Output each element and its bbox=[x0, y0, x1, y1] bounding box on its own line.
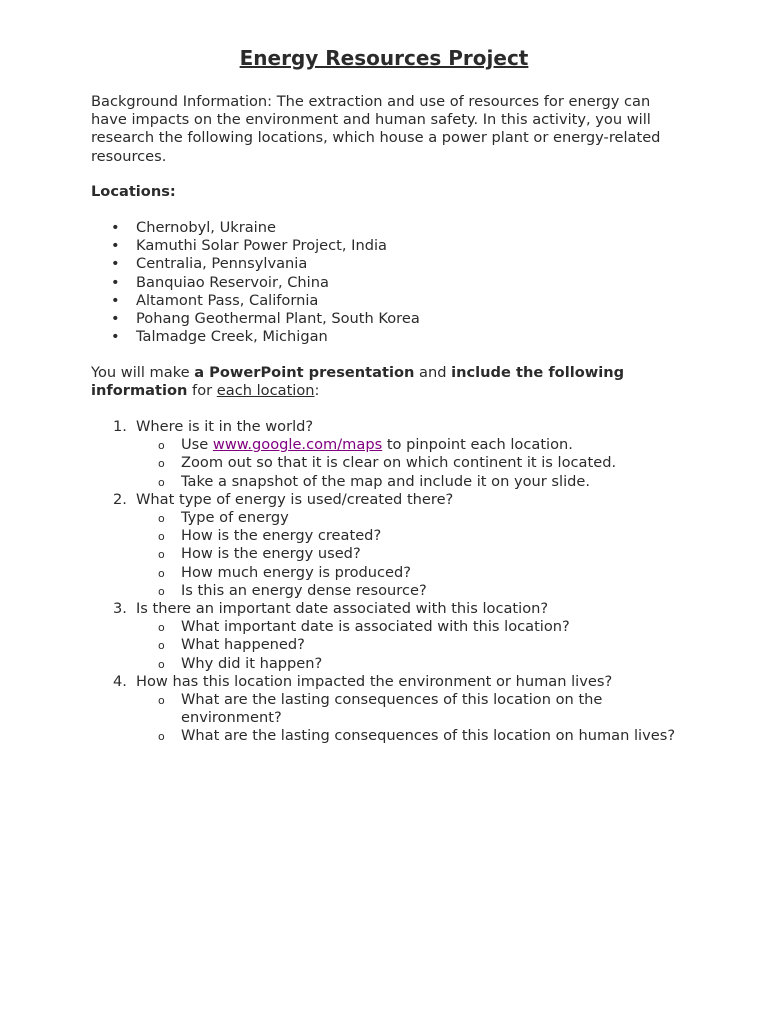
instructions-text: and bbox=[414, 364, 452, 381]
question-number: 2. bbox=[113, 490, 127, 508]
sub-item bbox=[136, 582, 681, 600]
sub-bullet-marker: o bbox=[158, 694, 165, 708]
instructions-text: for bbox=[187, 382, 217, 400]
instructions-text: : bbox=[314, 382, 320, 400]
sub-item bbox=[136, 618, 681, 636]
sub-text: to pinpoint each location. bbox=[382, 436, 573, 454]
sub-bullet-marker: o bbox=[158, 584, 165, 598]
sub-list bbox=[136, 436, 681, 491]
sub-item bbox=[136, 473, 681, 491]
question-text: How has this location impacted the environment or human lives? bbox=[136, 672, 613, 690]
instructions-text: You will make bbox=[91, 364, 195, 381]
sub-text: Why did it happen? bbox=[181, 654, 323, 672]
location-item: • Banquiao Reservoir, China bbox=[91, 274, 420, 292]
instructions-paragraph bbox=[91, 364, 681, 400]
sub-text: What are the lasting consequences of this location on human lives? bbox=[181, 727, 676, 745]
question-item bbox=[91, 673, 681, 746]
sub-bullet-marker: o bbox=[158, 639, 165, 653]
sub-text: How is the energy created? bbox=[181, 527, 382, 545]
background-paragraph: Background Information: The extraction and use of resources for energy can have impacts on the environment and human safety. In this activity, you will research the following locations, which house a power plant or energy-related resources. bbox=[91, 93, 661, 165]
locations-heading: Locations: bbox=[91, 183, 176, 200]
instructions-bold-presentation: a PowerPoint presentation bbox=[194, 364, 415, 381]
sub-text: Is this an energy dense resource? bbox=[181, 581, 427, 599]
sub-item bbox=[136, 655, 681, 673]
question-item bbox=[91, 600, 681, 673]
question-number: 4. bbox=[113, 672, 127, 690]
sub-item bbox=[136, 509, 681, 527]
sub-item bbox=[136, 727, 681, 745]
sub-text: Zoom out so that it is clear on which continent it is located. bbox=[181, 454, 617, 472]
sub-text: How much energy is produced? bbox=[181, 563, 412, 581]
sub-bullet-marker: o bbox=[158, 566, 165, 580]
sub-list bbox=[136, 509, 681, 600]
question-text: Is there an important date associated with this location? bbox=[136, 600, 549, 618]
question-number: 1. bbox=[113, 418, 127, 435]
sub-bullet-marker: o bbox=[158, 548, 165, 562]
sub-item bbox=[136, 564, 681, 582]
document-title: Energy Resources Project bbox=[239, 46, 529, 70]
locations-list bbox=[91, 219, 420, 346]
sub-bullet-marker: o bbox=[158, 439, 165, 453]
question-number: 3. bbox=[113, 600, 127, 618]
sub-item bbox=[136, 436, 681, 454]
location-item: • Altamont Pass, California bbox=[91, 292, 420, 310]
sub-item bbox=[136, 691, 681, 727]
sub-bullet-marker: o bbox=[158, 657, 165, 671]
question-item bbox=[91, 418, 681, 491]
location-item: • Centralia, Pennsylvania bbox=[91, 255, 420, 273]
google-maps-link[interactable]: www.google.com/maps bbox=[212, 436, 383, 454]
sub-list bbox=[136, 618, 681, 673]
sub-list bbox=[136, 691, 681, 746]
sub-bullet-marker: o bbox=[158, 730, 165, 744]
location-item: • Kamuthi Solar Power Project, India bbox=[91, 237, 420, 255]
location-item: • Talmadge Creek, Michigan bbox=[91, 328, 420, 346]
sub-text: Use bbox=[181, 436, 213, 454]
location-item: • Chernobyl, Ukraine bbox=[91, 219, 420, 237]
instructions-underline-each-location: each location bbox=[216, 382, 315, 400]
sub-item bbox=[136, 545, 681, 563]
sub-text: How is the energy used? bbox=[181, 545, 361, 563]
sub-text: Take a snapshot of the map and include it on your slide. bbox=[181, 472, 591, 490]
sub-text: What happened? bbox=[181, 636, 305, 654]
sub-bullet-marker: o bbox=[158, 512, 165, 526]
sub-text: What important date is associated with this location? bbox=[181, 618, 570, 636]
questions-list bbox=[91, 418, 681, 746]
sub-bullet-marker: o bbox=[158, 457, 165, 471]
sub-text: Type of energy bbox=[181, 509, 289, 527]
question-item bbox=[91, 491, 681, 600]
sub-text: What are the lasting consequences of this location on the environment? bbox=[181, 691, 603, 727]
sub-item bbox=[136, 527, 681, 545]
instructions-bold-include: include the following information bbox=[91, 364, 625, 400]
sub-item bbox=[136, 636, 681, 654]
sub-bullet-marker: o bbox=[158, 530, 165, 544]
location-item: • Pohang Geothermal Plant, South Korea bbox=[91, 310, 420, 328]
question-text: What type of energy is used/created there? bbox=[136, 490, 454, 508]
sub-item bbox=[136, 454, 681, 472]
question-text: Where is it in the world? bbox=[136, 418, 314, 435]
sub-bullet-marker: o bbox=[158, 621, 165, 635]
sub-bullet-marker: o bbox=[158, 475, 165, 489]
